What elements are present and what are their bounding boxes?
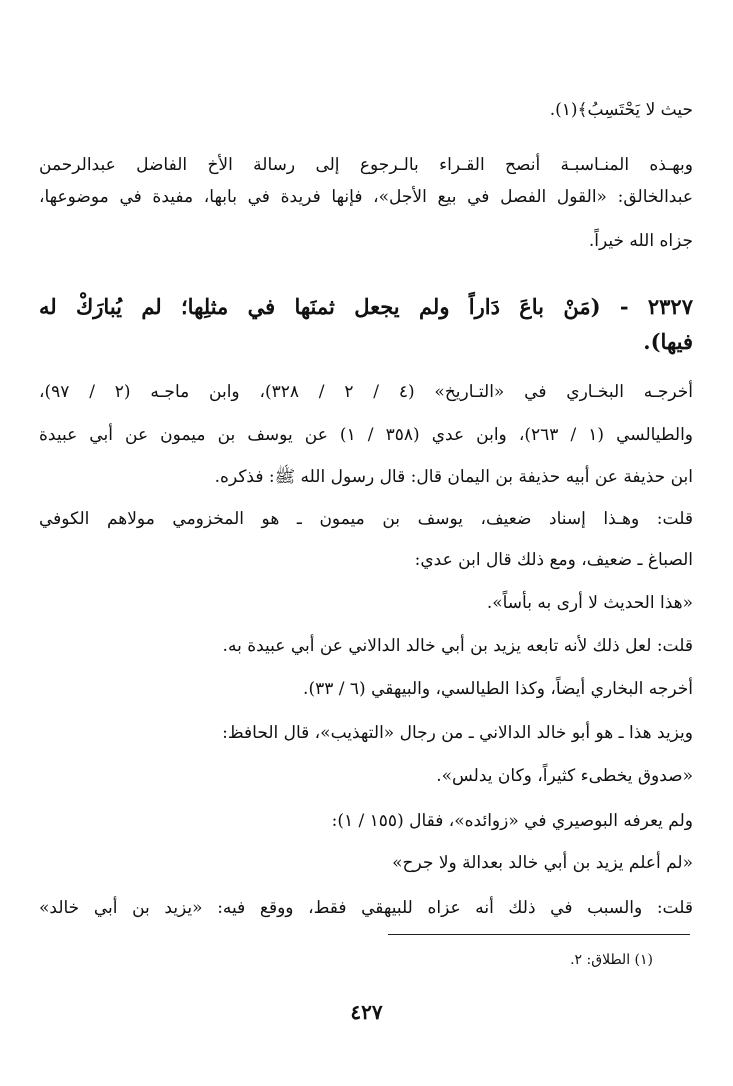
- verse-continuation-line: حيث لا يَحْتَسِبُ﴾(١).: [549, 100, 693, 120]
- footnote-separator: [388, 934, 690, 935]
- commentary-line-1: قلت: وهـذا إسناد ضعيف، يوسف بن ميمون ـ هو المخزومي مولاهم الكوفي: [39, 509, 693, 529]
- commentary-line-4: أخرجه البخاري أيضاً، وكذا الطيالسي، والبيهقي (٦ / ٣٣).: [303, 679, 693, 699]
- recommendation-line-3: جزاه الله خيراً.: [588, 231, 693, 251]
- commentary-line-2: الصباغ ـ ضعيف، ومع ذلك قال ابن عدي:: [414, 550, 693, 570]
- quote-hafiz: «صدوق يخطىء كثيراً، وكان يدلس».: [436, 766, 693, 786]
- recommendation-line-2: عبدالخالق: «القول الفصل في بيع الأجل»، فإنها فريدة في بابها، مفيدة في موضوعها،: [39, 187, 693, 207]
- commentary-line-5: ويزيد هذا ـ هو أبو خالد الدالاني ـ من رجال «التهذيب»، قال الحافظ:: [222, 723, 693, 743]
- takhrij-line-3: ابن حذيفة عن أبيه حذيفة بن اليمان قال: قال رسول الله ﷺ: فذكره.: [214, 467, 693, 487]
- takhrij-line-2: والطيالسي (١ / ٢٦٣)، وابن عدي (٣٥٨ / ١) عن يوسف بن ميمون عن أبي عبيدة: [39, 425, 693, 445]
- commentary-line-6: ولم يعرفه البوصيري في «زوائده»، فقال (١٥٥ / ١):: [331, 811, 693, 831]
- commentary-line-3: قلت: لعل ذلك لأنه تابعه يزيد بن أبي خالد الدالاني عن أبي عبيدة به.: [222, 636, 693, 656]
- quote-busiri: «لم أعلم يزيد بن أبي خالد بعدالة ولا جرح»: [392, 853, 693, 873]
- hadith-text-line-1: ٢٣٢٧ - (مَنْ باعَ دَاراً ولم يجعل ثمنَها في مثلِها؛ لم يُبارَكْ له: [39, 294, 693, 319]
- takhrij-line-1: أخرجـه البخـاري في «التـاريخ» (٤ / ٢ / ٣٢٨)، وابن ماجـه (٢ / ٩٧)،: [39, 382, 693, 402]
- page-number: ٤٢٧: [350, 1000, 383, 1024]
- quote-ibn-adi: «هذا الحديث لا أرى به بأساً».: [486, 593, 693, 613]
- footnote: (١) الطلاق: ٢.: [570, 952, 653, 968]
- commentary-line-7: قلت: والسبب في ذلك أنه عزاه للبيهقي فقط، ووقع فيه: «يزيد بن أبي خالد»: [39, 898, 693, 918]
- hadith-text-line-2: فيها).: [643, 329, 693, 354]
- recommendation-line-1: وبهـذه المنـاسبـة أنصح القـراء بالـرجوع إلى رسالة الأخ الفاضل عبدالرحمن: [39, 155, 693, 175]
